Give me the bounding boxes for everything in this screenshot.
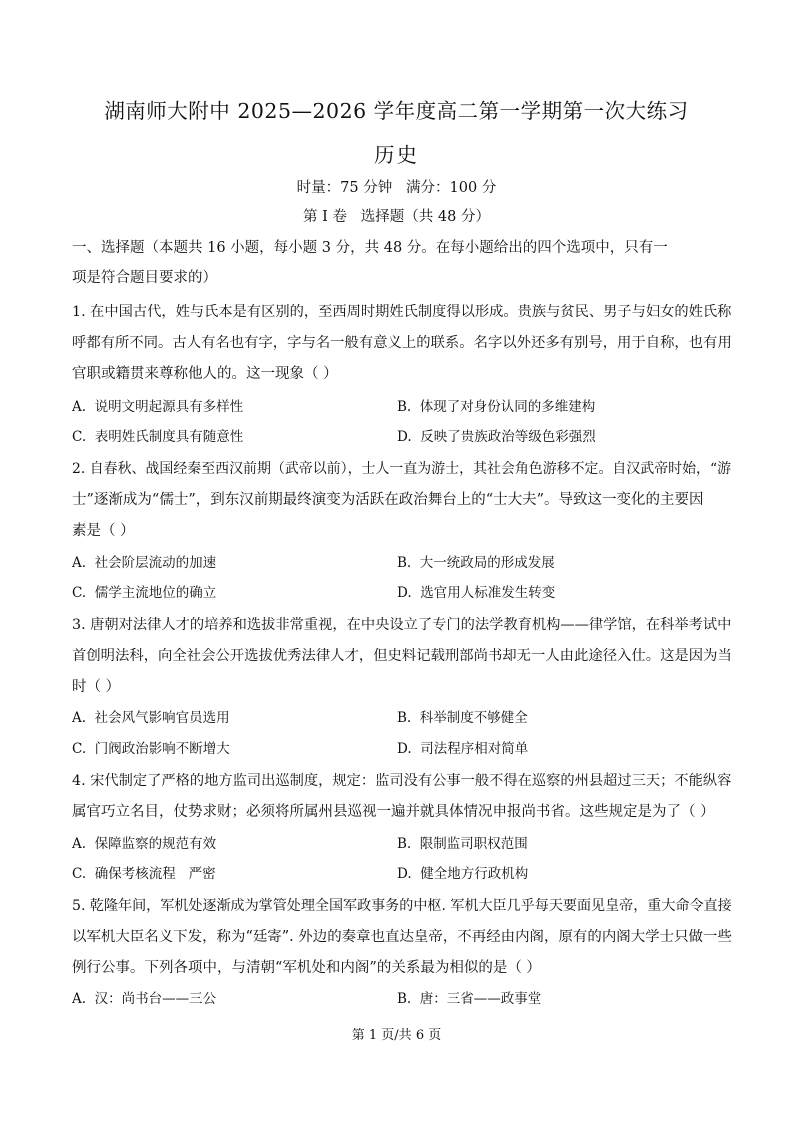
question-1-text: 1. 在中国古代，姓与氏本是有区别的，至西周时期姓氏制度得以形成。贵族与贫民、男子与妇女的姓氏称 [72, 304, 732, 320]
page-number: 第 1 页/共 6 页 [351, 1028, 442, 1043]
question-3-text: 首创明法科，向全社会公开选拔优秀法律人才，但史料记载刑部尚书却无一人由此途径入仕。这是因为当 [72, 648, 732, 664]
question-3-option-c: C. 门阀政治影响不断增大 [72, 741, 230, 757]
question-1-option-a: A. 说明文明起源具有多样性 [72, 399, 244, 415]
question-4-option-a: A. 保障监察的规范有效 [72, 836, 217, 852]
exam-subject: 历史 [374, 143, 419, 167]
question-2-text: 2. 自春秋、战国经秦至西汉前期（武帝以前），士人一直为游士，其社会角色游移不定。自汉武帝时始，“游 [72, 461, 732, 477]
question-5-text: 以军机大臣名义下发，称为“廷寄”. 外边的奏章也直达皇帝，不再经由内阁，原有的内阁大学士只做一些 [72, 929, 732, 945]
question-5-text: 5. 乾隆年间，军机处逐渐成为掌管处理全国军政事务的中枢. 军机大臣几乎每天要面见皇帝，重大命令直接 [72, 898, 732, 914]
question-2-text: 士”逐渐成为“儒士”，到东汉前期最终演变为活跃在政治舞台上的“士大夫”。导致这一变化的主要因 [72, 492, 704, 508]
question-3-option-a: A. 社会风气影响官员选用 [72, 710, 230, 726]
instructions-line: 一、选择题（本题共 16 小题，每小题 3 分，共 48 分。在每小题给出的四个选项中，只有一 [72, 240, 668, 256]
question-4-text: 4. 宋代制定了严格的地方监司出巡制度，规定：监司没有公事一般不得在巡察的州县超过三天；不能纵容 [72, 773, 732, 789]
question-4-option-d: D. 健全地方行政机构 [397, 866, 529, 882]
question-5-option-a: A. 汉：尚书台——三公 [72, 991, 217, 1007]
question-2-option-d: D. 选官用人标准发生转变 [397, 585, 556, 601]
question-1-text: 呼都有所不同。古人有名也有字，字与名一般有意义上的联系。名字以外还多有别号，用于自称，也有用 [72, 335, 732, 351]
question-5-text: 例行公事。下列各项中，与清朝“军机处和内阁”的关系最为相似的是（ ） [72, 960, 541, 976]
question-4-text: 属官巧立名目，仗势求财；必须将所属州县巡视一遍并就具体情况申报尚书省。这些规定是为了（ ） [72, 804, 715, 820]
question-2-option-a: A. 社会阶层流动的加速 [72, 555, 217, 571]
question-5-option-b: B. 唐：三省——政事堂 [397, 991, 542, 1007]
question-3-text: 3. 唐朝对法律人才的培养和选拔非常重视，在中央设立了专门的法学教育机构——律学馆，在科举考试中 [72, 617, 732, 633]
question-2-text: 素是（ ） [72, 523, 135, 539]
question-2-option-c: C. 儒学主流地位的确立 [72, 585, 217, 601]
instructions-line: 项是符合题目要求的） [72, 270, 217, 286]
question-3-option-d: D. 司法程序相对简单 [397, 741, 529, 757]
exam-meta: 时量：75 分钟 满分：100 分 [296, 180, 497, 196]
section-heading: 第 I 卷 选择题（共 48 分） [303, 209, 490, 225]
question-3-text: 时（ ） [72, 679, 121, 695]
question-4-option-b: B. 限制监司职权范围 [397, 836, 528, 852]
question-1-text: 官职或籍贯来尊称他人的。这一现象（ ） [72, 366, 338, 382]
exam-title: 湖南师大附中 2025—2026 学年度高二第一学期第一次大练习 [104, 99, 689, 123]
question-3-option-b: B. 科举制度不够健全 [397, 710, 528, 726]
question-1-option-b: B. 体现了对身份认同的多维建构 [397, 399, 596, 415]
question-4-option-c: C. 确保考核流程 严密 [72, 866, 216, 882]
question-1-option-c: C. 表明姓氏制度具有随意性 [72, 429, 244, 445]
question-1-option-d: D. 反映了贵族政治等级色彩强烈 [397, 429, 596, 445]
question-2-option-b: B. 大一统政局的形成发展 [397, 555, 555, 571]
